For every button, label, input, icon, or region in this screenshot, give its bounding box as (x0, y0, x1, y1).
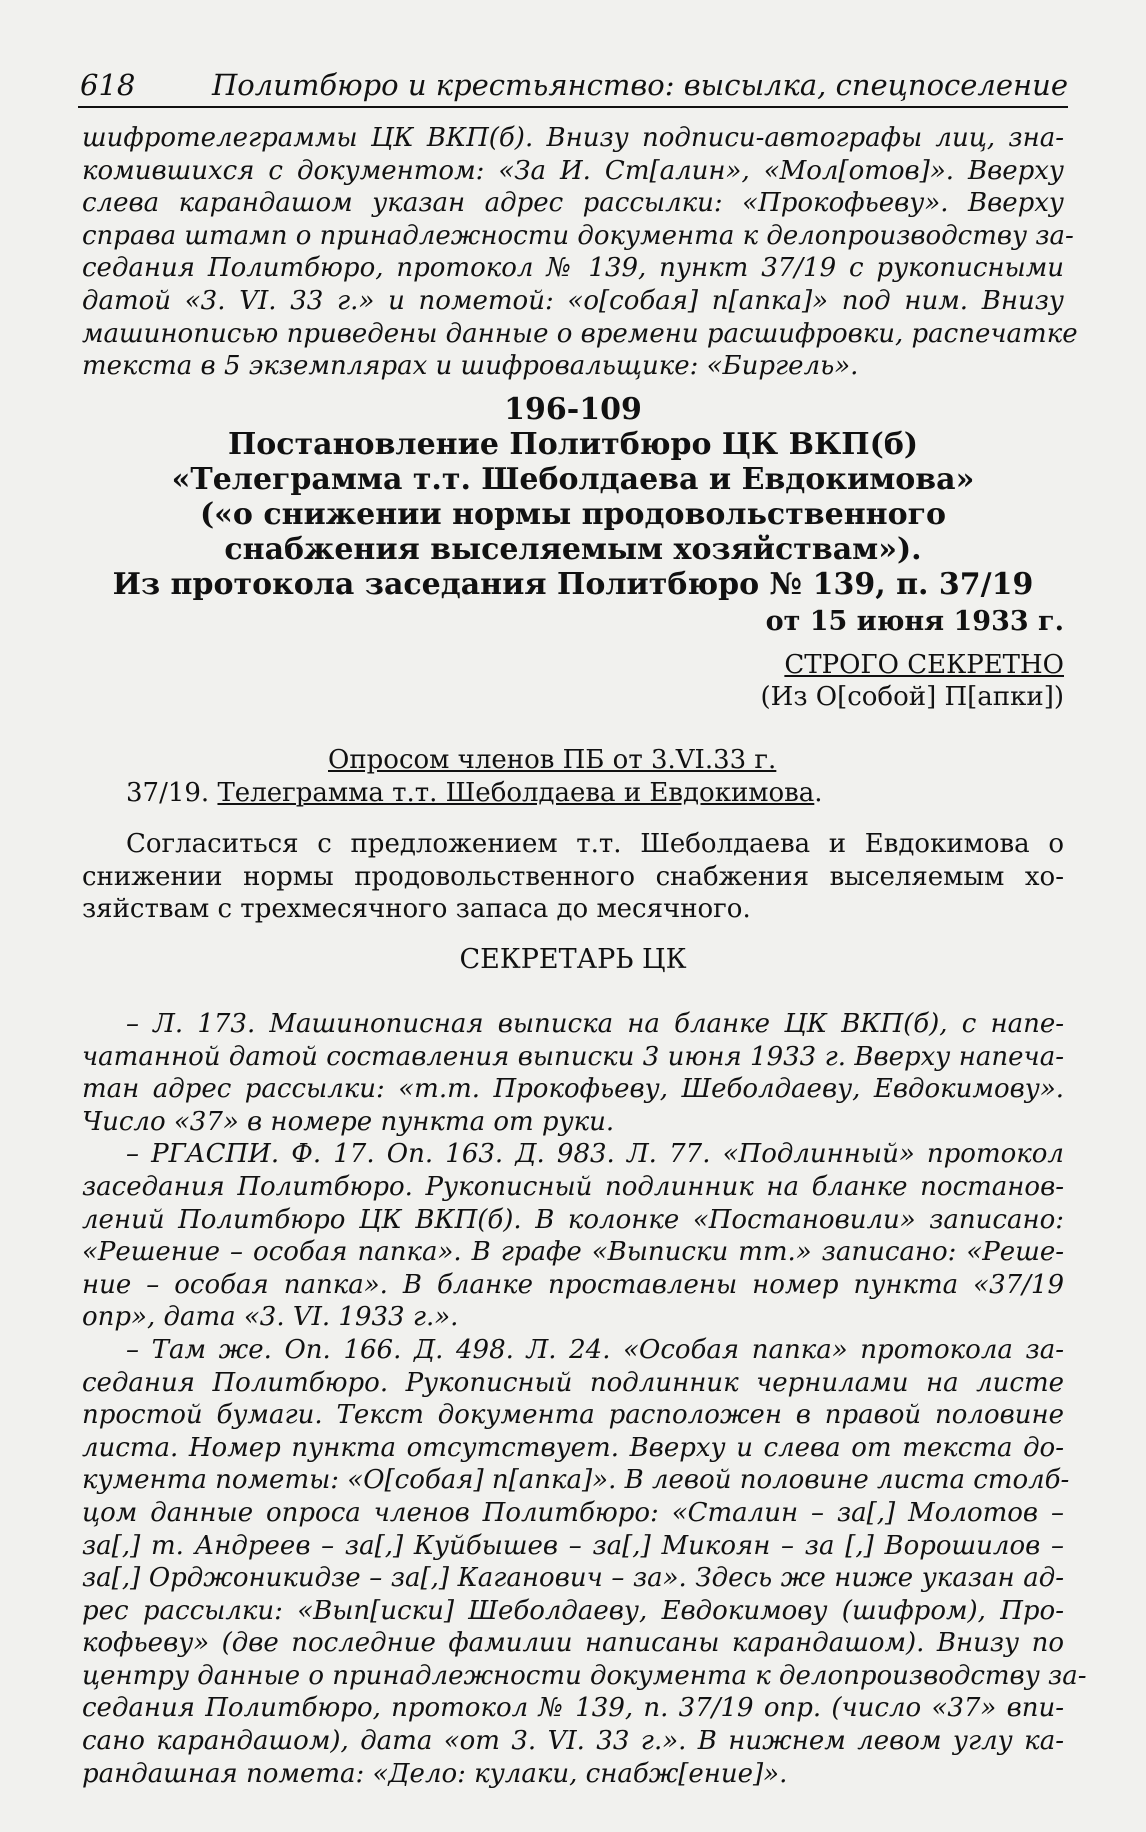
item-number: 37/19. (126, 777, 210, 808)
secrecy-stamp (82, 649, 1064, 682)
intro-line: справа штамп о принадлежности документа к делопроизводству за- (82, 220, 1074, 251)
poll-line (82, 744, 1064, 777)
title-line: снабжения выселяемым хозяйствам»). (224, 532, 922, 567)
note-line: – РГАСПИ. Ф. 17. Оп. 163. Д. 983. Л. 77. «Подлинный» протокол (126, 1139, 1064, 1170)
note-line: – Л. 173. Машинописная выписка на бланке ЦК ВКП(б), с напе- (126, 1009, 1064, 1039)
note-line: тан адрес рассылки: «т.т. Прокофьеву, Шеболдаеву, Евдокимову». (82, 1074, 1064, 1105)
secrecy-source: (Из О[собой] П[апки]) (760, 682, 1064, 713)
page-number: 618 (80, 68, 136, 102)
note-line: седания Политбюро. Рукописный подлинник чернилами на листе (82, 1367, 1064, 1398)
decision-line: снижении нормы продовольственного снабжения выселяемым хо- (82, 861, 1064, 892)
page-header (78, 58, 1068, 108)
note-line: Число «37» в номере пункта от руки. (82, 1106, 615, 1137)
title-line: Из протокола заседания Политбюро № 139, п. 37/19 (112, 567, 1034, 602)
document-number: 196-109 (504, 392, 642, 427)
intro-line: комившихся с документом: «За И. Ст[алин», «Мол[отов]». Вверху (82, 155, 1064, 186)
decision-header (82, 744, 1064, 809)
document-date: от 15 июня 1933 г. (765, 606, 1064, 637)
signature-block (82, 944, 1064, 977)
note-line: за[,] т. Андреев – за[,] Куйбышев – за[,] Микоян – за [,] Ворошилов – (82, 1530, 1064, 1561)
note-line: «Решение – особая папка». В графе «Выписки тт.» записано: «Реше- (82, 1237, 1064, 1268)
note-line: за[,] Орджоникидзе – за[,] Каганович – за». Здесь же ниже указан ад- (82, 1563, 1064, 1594)
poll-text: Опросом членов ПБ от 3.VI.33 г. (328, 745, 777, 775)
note-line: кофьеву» (две последние фамилии написаны карандашом). Внизу по (82, 1628, 1064, 1659)
intro-line: текста в 5 экземплярах и шифровальщике: «Биргель». (82, 351, 859, 382)
note-line: ние – особая папка». В бланке проставлены номер пункта «37/19 (82, 1269, 1064, 1300)
decision-text (82, 828, 1064, 926)
intro-line: седания Политбюро, протокол № 139, пункт 37/19 с рукописными (82, 253, 1064, 284)
note-line: простой бумаги. Текст документа расположен в правой половине (82, 1400, 1064, 1431)
item-line (82, 777, 1064, 810)
note-line: лений Политбюро ЦК ВКП(б). В колонке «Постановили» записано: (82, 1204, 1064, 1235)
title-line: («о снижении нормы продовольственного (199, 497, 947, 532)
intro-line: датой «3. VI. 33 г.» и пометой: «о[собая] п[апка]» под ним. Внизу (82, 285, 1064, 316)
document-title (82, 392, 1064, 602)
intro-line: слева карандашом указан адрес рассылки: «Прокофьеву». Вверху (82, 188, 1064, 219)
note-line: заседания Политбюро. Рукописный подлинник на бланке постанов- (82, 1171, 1064, 1202)
document-meta (82, 606, 1064, 714)
note-line: седания Политбюро, протокол № 139, п. 37/19 опр. (число «37» впи- (82, 1693, 1064, 1724)
note-line: опр», дата «3. VI. 1933 г.». (82, 1302, 459, 1333)
running-title: Политбюро и крестьянство: высылка, спецпоселение (212, 68, 1068, 102)
note-line: кумента пометы: «О[собая] п[апка]». В левой половине листа столб- (82, 1465, 1070, 1496)
note-line: цом данные опроса членов Политбюро: «Сталин – за[,] Молотов – (82, 1497, 1064, 1528)
archival-notes (82, 1008, 1087, 1790)
intro-line: шифротелеграммы ЦК ВКП(б). Внизу подписи-автографы лиц, зна- (82, 123, 1064, 153)
title-line: Постановление Политбюро ЦК ВКП(б) (227, 427, 919, 462)
spacer (82, 639, 1064, 649)
note-line: сано карандашом), дата «от 3. VI. 33 г.». В нижнем левом углу ка- (82, 1726, 1064, 1757)
title-line: «Телеграмма т.т. Шеболдаева и Евдокимова» (171, 462, 975, 497)
signature: СЕКРЕТАРЬ ЦК (459, 944, 687, 975)
note-line: листа. Номер пункта отсутствует. Вверху и слева от текста до- (82, 1432, 1064, 1463)
note-line: рес рассылки: «Вып[иски] Шеболдаеву, Евдокимову (шифром), Про- (82, 1595, 1064, 1626)
intro-paragraph (82, 122, 1078, 383)
note-line: центру данные о принадлежности документа к делопроизводству за- (82, 1660, 1087, 1691)
note-line: – Там же. Оп. 166. Д. 498. Л. 24. «Особая папка» протокола за- (126, 1334, 1064, 1365)
item-title: Телеграмма т.т. Шеболдаева и Евдокимова (217, 777, 815, 808)
decision-line: зяйствам с трехмесячного запаса до месячного. (82, 894, 751, 925)
secrecy-label: СТРОГО СЕКРЕТНО (784, 649, 1064, 680)
item-title-end: . (814, 777, 823, 808)
decision-line: Согласиться с предложением т.т. Шеболдаева и Евдокимова о (126, 829, 1064, 859)
note-line: рандашная помета: «Дело: кулаки, снабж[ение]». (82, 1758, 788, 1789)
intro-line: машинописью приведены данные о времени расшифровки, распечатке (82, 318, 1078, 349)
note-line: чатанной датой составления выписки 3 июня 1933 г. Вверху напеча- (82, 1041, 1064, 1072)
